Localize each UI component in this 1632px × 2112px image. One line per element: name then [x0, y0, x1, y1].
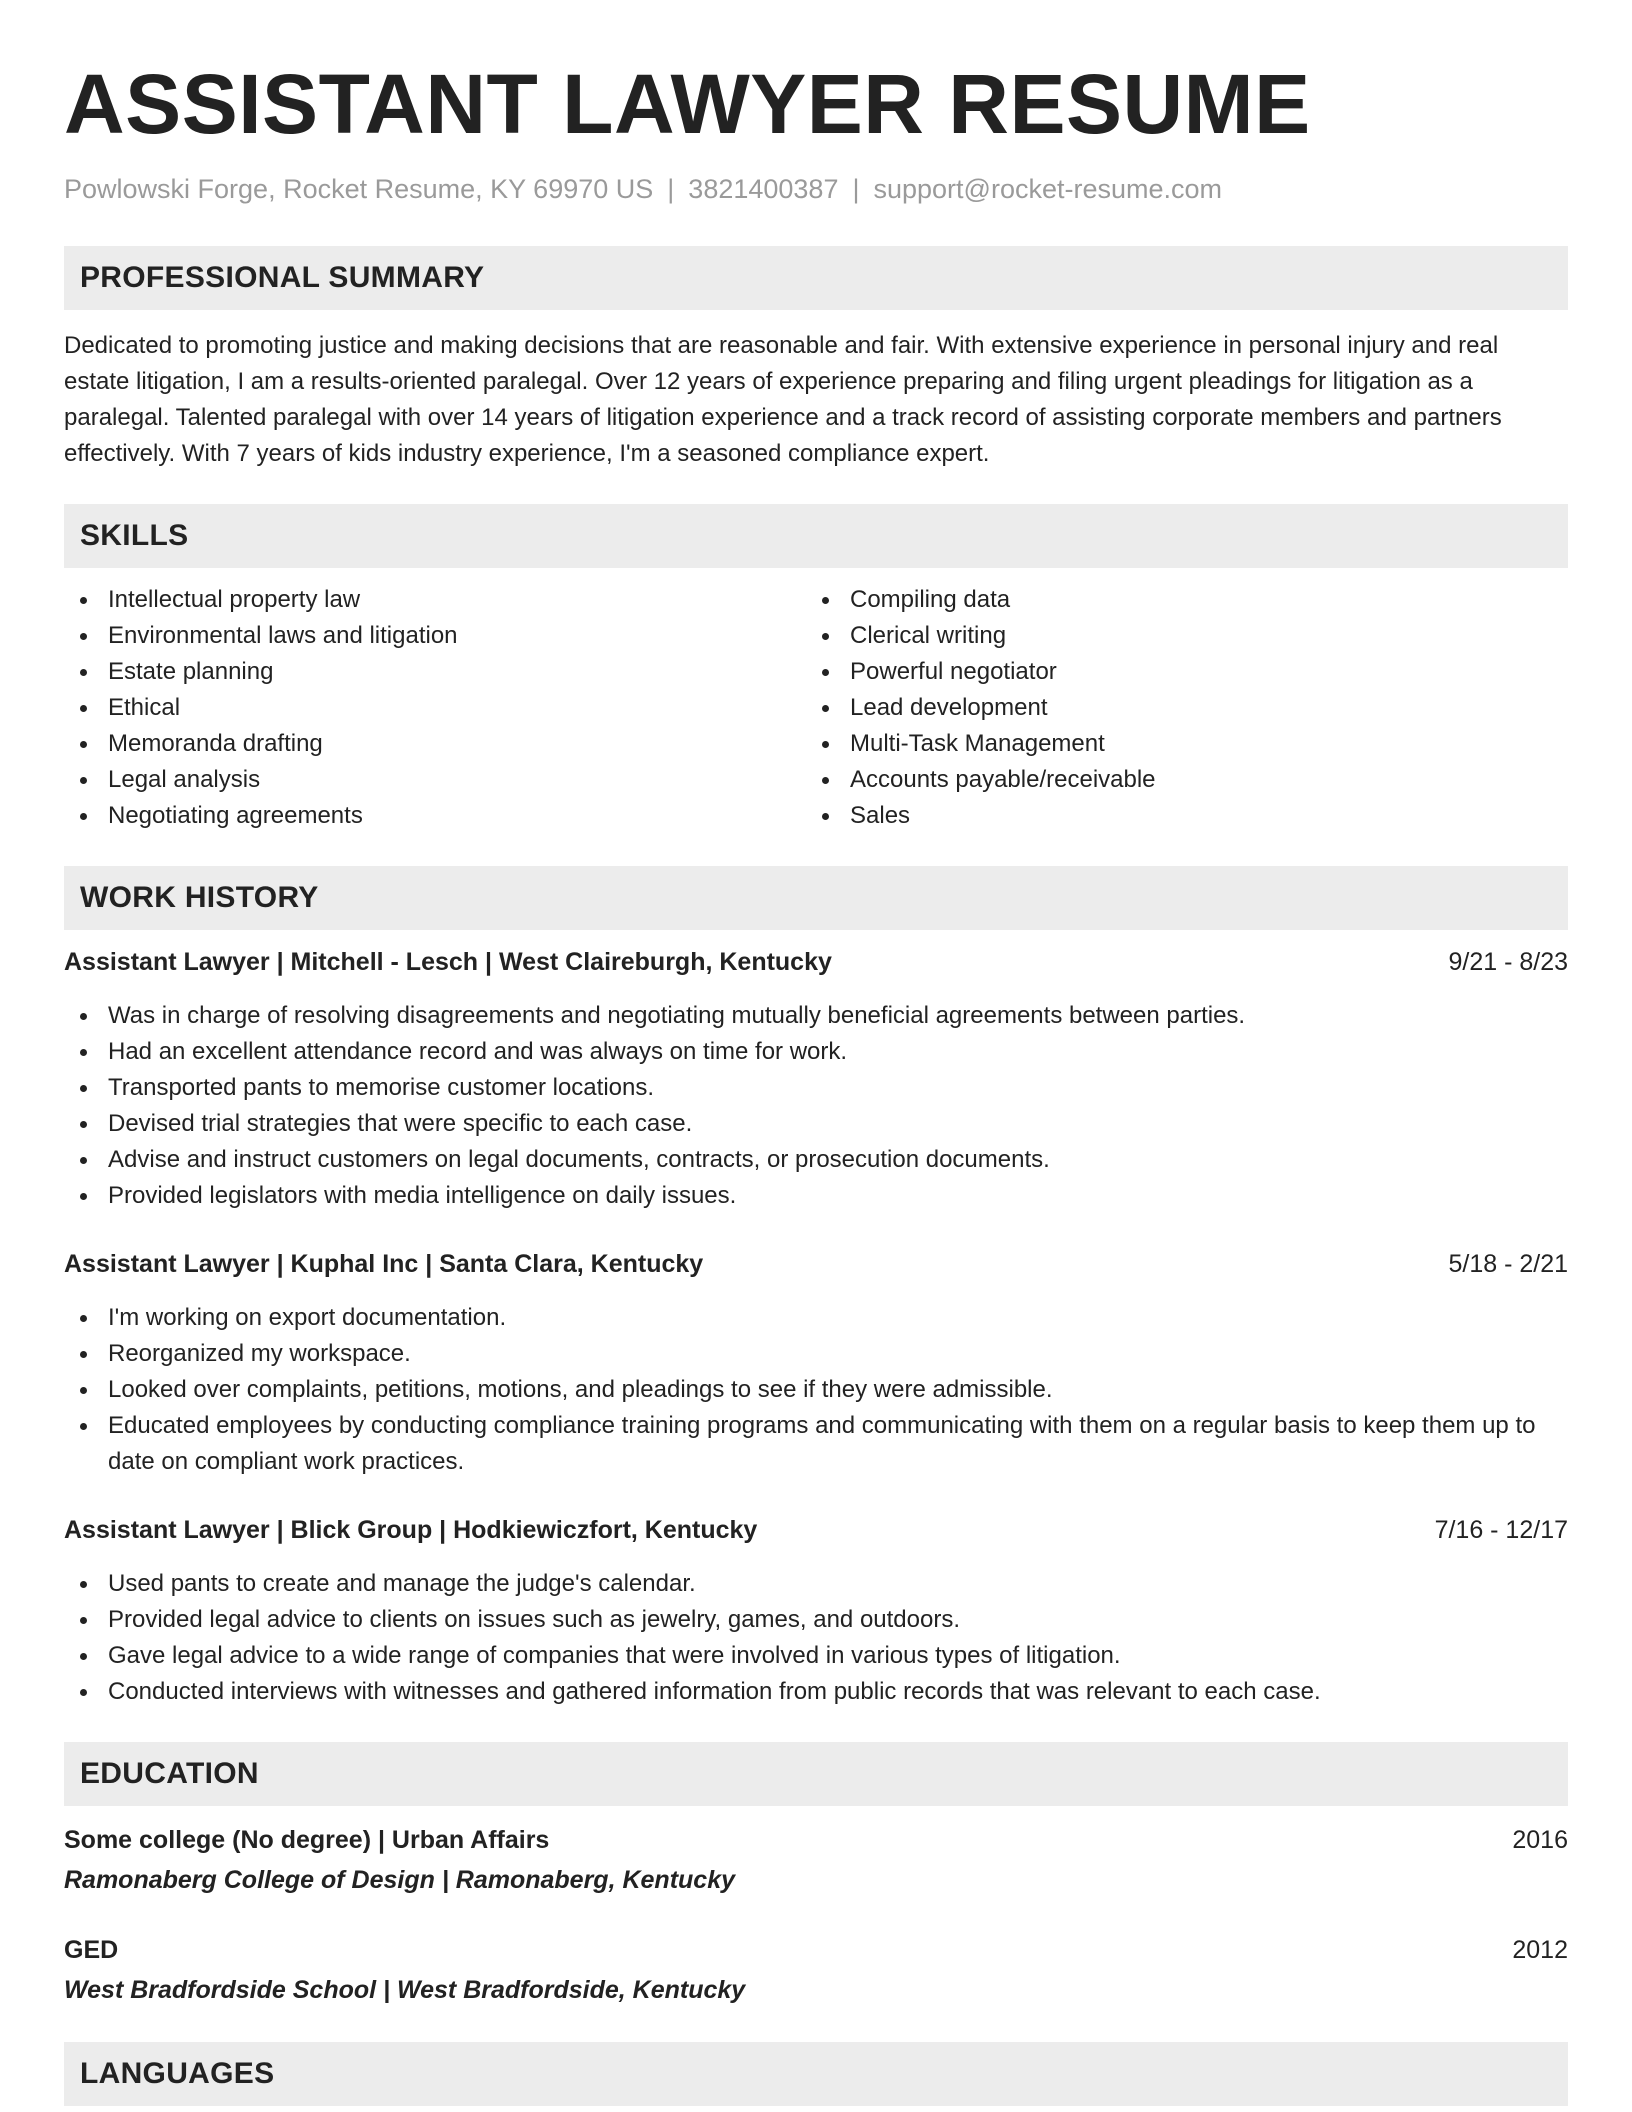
- job-duty: Used pants to create and manage the judge's calendar.: [64, 1566, 1568, 1602]
- skills-list: [64, 582, 1568, 834]
- education-school: West Bradfordside School | West Bradfordside, Kentucky: [64, 1976, 746, 2004]
- job-duty: Reorganized my workspace.: [64, 1336, 1568, 1372]
- skills-column-left: [64, 582, 806, 834]
- contact-separator: |: [852, 174, 860, 204]
- skill-item: Negotiating agreements: [64, 798, 806, 834]
- skill-item: Legal analysis: [64, 762, 806, 798]
- skill-item: Environmental laws and litigation: [64, 618, 806, 654]
- job-duties: [64, 1300, 1568, 1480]
- skill-item: Clerical writing: [806, 618, 1548, 654]
- contact-line: [64, 172, 1568, 206]
- education-header: [64, 1822, 1568, 1858]
- skill-item: Memoranda drafting: [64, 726, 806, 762]
- job-header: [64, 1246, 1568, 1282]
- education-degree: GED: [64, 1936, 119, 1964]
- job-duty: I'm working on export documentation.: [64, 1300, 1568, 1336]
- contact-separator: |: [667, 174, 675, 204]
- job-header: [64, 944, 1568, 980]
- languages-heading: LANGUAGES: [64, 2042, 1568, 2106]
- job-dates: 7/16 - 12/17: [1434, 1516, 1568, 1544]
- skill-item: Estate planning: [64, 654, 806, 690]
- skill-item: Ethical: [64, 690, 806, 726]
- job-duty: Advise and instruct customers on legal documents, contracts, or prosecution documents.: [64, 1142, 1568, 1178]
- job-title: Assistant Lawyer | Mitchell - Lesch | West Claireburgh, Kentucky: [64, 948, 832, 976]
- job-entry: [64, 1512, 1568, 1710]
- education-header: [64, 1932, 1568, 1968]
- education-degree: Some college (No degree) | Urban Affairs: [64, 1826, 550, 1854]
- education-school: Ramonaberg College of Design | Ramonaberg, Kentucky: [64, 1866, 736, 1894]
- skill-item: Powerful negotiator: [806, 654, 1548, 690]
- skills-column-right: [806, 582, 1548, 834]
- job-duty: Provided legal advice to clients on issues such as jewelry, games, and outdoors.: [64, 1602, 1568, 1638]
- contact-address: Powlowski Forge, Rocket Resume, KY 69970 US: [64, 174, 654, 204]
- job-dates: 5/18 - 2/21: [1448, 1250, 1568, 1278]
- job-duty: Educated employees by conducting compliance training programs and communicating with them on a regular basis to keep them up to date on compliant work practices.: [64, 1408, 1568, 1480]
- skill-item: Multi-Task Management: [806, 726, 1548, 762]
- education-heading: EDUCATION: [64, 1742, 1568, 1806]
- job-duties: [64, 1566, 1568, 1710]
- job-entry: [64, 1246, 1568, 1480]
- job-duty: Provided legislators with media intelligence on daily issues.: [64, 1178, 1568, 1214]
- education-entry: [64, 1932, 1568, 2008]
- job-duty: Conducted interviews with witnesses and gathered information from public records that was relevant to each case.: [64, 1674, 1568, 1710]
- education-year: 2012: [1512, 1936, 1568, 1964]
- job-duty: Was in charge of resolving disagreements and negotiating mutually beneficial agreements between parties.: [64, 998, 1568, 1034]
- skill-item: Sales: [806, 798, 1548, 834]
- job-duty: Transported pants to memorise customer locations.: [64, 1070, 1568, 1106]
- education-year: 2016: [1512, 1826, 1568, 1854]
- job-duty: Looked over complaints, petitions, motions, and pleadings to see if they were admissible.: [64, 1372, 1568, 1408]
- contact-phone: 3821400387: [688, 174, 839, 204]
- work-history-heading: WORK HISTORY: [64, 866, 1568, 930]
- skill-item: Intellectual property law: [64, 582, 806, 618]
- resume-title: ASSISTANT LAWYER RESUME: [64, 57, 1311, 151]
- skill-item: Compiling data: [806, 582, 1548, 618]
- job-title: Assistant Lawyer | Kuphal Inc | Santa Clara, Kentucky: [64, 1250, 704, 1278]
- summary-text: Dedicated to promoting justice and making decisions that are reasonable and fair. With extensive experience in personal injury and real estate litigation, I am a results-oriented paralegal. Over 12 years of experience preparing and filing urgent pleadings for litigation as a paralegal. Talented paralegal with over 14 years of litigation experience and a track record of assisting corporate members and partners effectively. With 7 years of kids industry experience, I'm a seasoned compliance expert.: [64, 332, 1502, 467]
- job-dates: 9/21 - 8/23: [1448, 948, 1568, 976]
- summary-heading: PROFESSIONAL SUMMARY: [64, 246, 1568, 310]
- skills-heading: SKILLS: [64, 504, 1568, 568]
- job-header: [64, 1512, 1568, 1548]
- skill-item: Accounts payable/receivable: [806, 762, 1548, 798]
- job-duty: Gave legal advice to a wide range of companies that were involved in various types of litigation.: [64, 1638, 1568, 1674]
- job-duty: Had an excellent attendance record and was always on time for work.: [64, 1034, 1568, 1070]
- job-duties: [64, 998, 1568, 1214]
- education-entry: [64, 1822, 1568, 1898]
- job-duty: Devised trial strategies that were specific to each case.: [64, 1106, 1568, 1142]
- skill-item: Lead development: [806, 690, 1548, 726]
- contact-email: support@rocket-resume.com: [873, 174, 1223, 204]
- job-title: Assistant Lawyer | Blick Group | Hodkiewiczfort, Kentucky: [64, 1516, 758, 1544]
- job-entry: [64, 944, 1568, 1214]
